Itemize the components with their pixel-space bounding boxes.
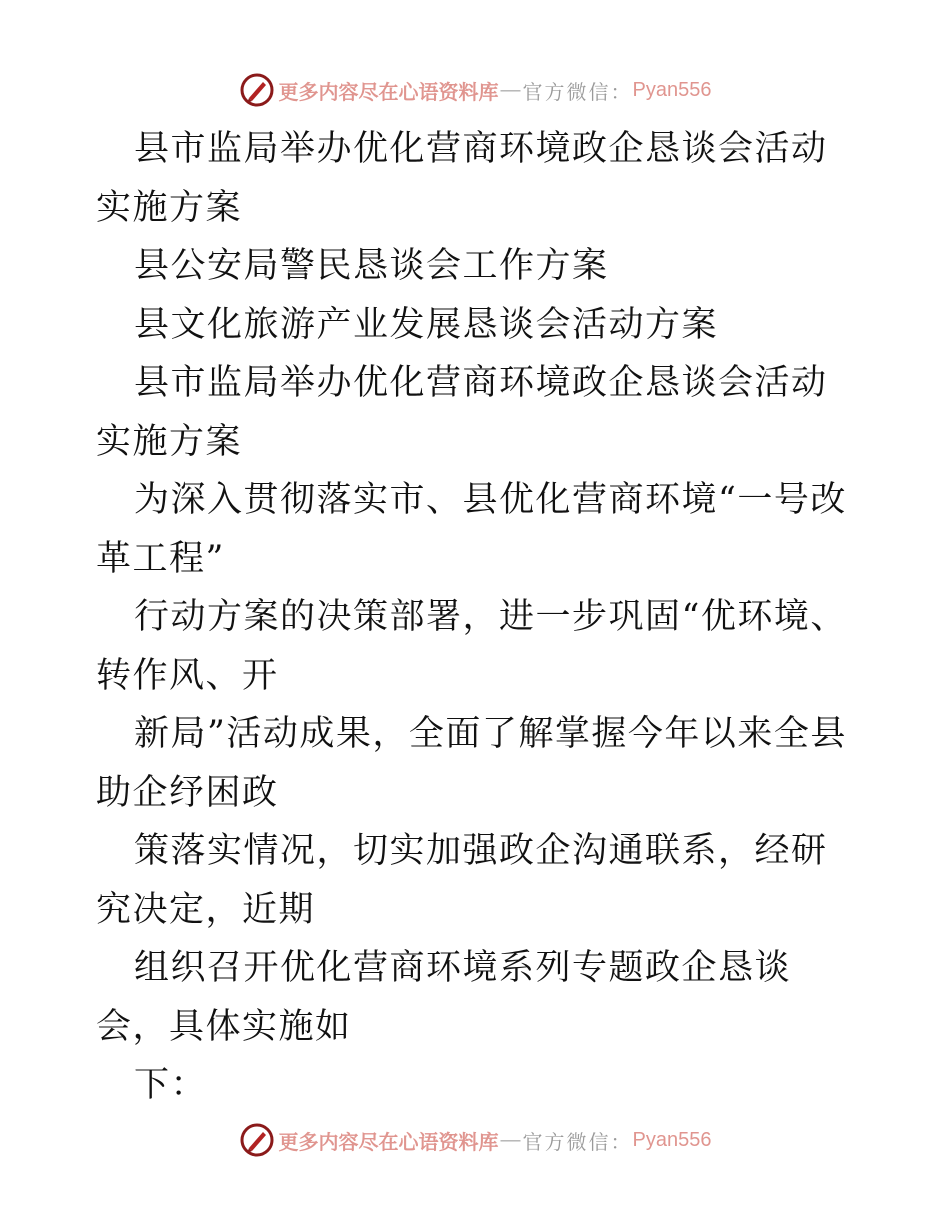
title-line: 县市监局举办优化营商环境政企恳谈会活动实施方案 (96, 363, 828, 462)
body-line: 为深入贯彻落实市、县优化营商环境“一号改革工程” (96, 480, 847, 579)
banner-wechat-id: Pyan556 (632, 78, 712, 101)
body-line: 新局”活动成果，全面了解掌握今年以来全县助企纾困政 (96, 714, 847, 813)
body-line: 策落实情况，切实加强政企沟通联系，经研究决定，近期 (96, 831, 828, 930)
banner-brand-text: 更多内容尽在心语资料库 (278, 1129, 499, 1154)
body-line: 组织召开优化营商环境系列专题政企恳谈会，具体实施如 (96, 948, 792, 1047)
footer-banner (0, 1120, 950, 1160)
banner-wechat-id: Pyan556 (632, 1128, 712, 1151)
pen-logo-icon (239, 72, 275, 108)
banner-brand-text: 更多内容尽在心语资料库 (278, 79, 499, 104)
pen-logo-icon (239, 1122, 275, 1158)
banner-separator: — (500, 1128, 521, 1151)
title-line: 县文化旅游产业发展恳谈会活动方案 (134, 304, 719, 345)
body-line: 下： (134, 1065, 208, 1105)
banner-wechat-label: 官方微信： (522, 1129, 633, 1154)
title-line: 县公安局警民恳谈会工作方案 (134, 246, 609, 286)
document-body (96, 120, 856, 1115)
banner-separator: — (500, 78, 521, 101)
body-line: 行动方案的决策部署，进一步巩固“优环境、转作风、开 (96, 597, 847, 696)
header-banner (0, 70, 950, 110)
banner-wechat-label: 官方微信： (522, 79, 633, 104)
title-line: 县市监局举办优化营商环境政企恳谈会活动实施方案 (96, 129, 828, 228)
